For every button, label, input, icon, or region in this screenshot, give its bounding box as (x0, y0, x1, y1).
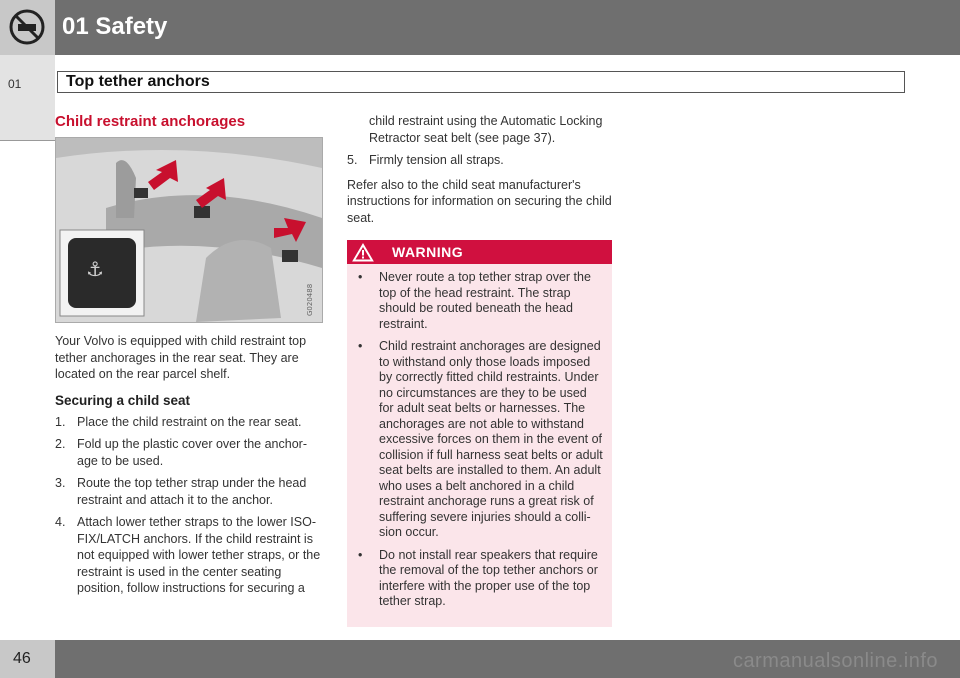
chapter-header (0, 0, 960, 55)
anchorage-illustration (56, 138, 322, 322)
list-item (355, 270, 604, 332)
step-text: Firmly tension all straps. (369, 153, 504, 167)
right-column (347, 113, 612, 627)
warning-text: Do not install rear speakers that require the removal of the top tether anchors or interfere with the proper use of the top tether strap. (379, 547, 598, 608)
image-code: G020488 (306, 283, 314, 316)
chapter-tab-label: 01 (8, 77, 22, 91)
bullet: • (358, 339, 363, 353)
warning-text: Never route a top tether strap over the top of the head restraint. The strap should be routed beneath the head restraint. (379, 270, 591, 331)
page-footer (0, 640, 960, 678)
chapter-tab (0, 55, 55, 141)
step-number: 1. (55, 414, 66, 429)
step-text: Fold up the plastic cover over the anchor- age to be used. (77, 437, 307, 468)
step-number: 3. (55, 476, 66, 490)
list-item (55, 475, 322, 508)
list-item (347, 152, 612, 169)
intro-paragraph: Your Volvo is equipped with child restraint top tether anchorages in the rear seat. They are located on the rear parcel shelf. (55, 334, 307, 381)
securing-subheading: Securing a child seat (55, 392, 191, 408)
warning-title: WARNING (392, 244, 464, 260)
bullet: • (358, 547, 363, 562)
section-title-box (57, 71, 905, 93)
warning-text: Child restraint anchorages are designed to withstand only those loads imposed by correctly fitted child restraints. Under no circumstances are they to be used for adult seat belts or harnesses. The anchorages are not able to withstand excessive forces on them in the event of collision if full harness seat belts or adult seat belts are installed to them. An adult who uses a belt anchored in a child restraint anchorage runs a great risk of suffering severe injuries should a colli- sion occur. (379, 339, 603, 539)
list-item (55, 514, 322, 597)
step-text: Route the top tether strap under the head restraint and attach it to the anchor. (77, 476, 307, 507)
warning-box (347, 240, 612, 627)
warning-header (347, 240, 612, 264)
step-4-continuation: child restraint using the Automatic Locking Retractor seat belt (see page 37). (369, 114, 603, 145)
list-item (55, 414, 322, 431)
list-item (355, 339, 604, 541)
step-number: 5. (347, 153, 358, 167)
page-number-box (0, 640, 55, 678)
steps-list (55, 414, 322, 597)
warning-triangle-icon (352, 243, 374, 262)
refer-paragraph: Refer also to the child seat manufacturer's instructions for information on securing the child seat. (347, 177, 612, 225)
section-title: Top tether anchors (66, 73, 210, 90)
child-restraint-heading: Child restraint anchorages (55, 113, 246, 130)
step-number: 4. (55, 515, 66, 529)
no-smoking-airbag-icon (0, 0, 55, 55)
bullet: • (358, 270, 363, 284)
chapter-icon-box (0, 0, 55, 55)
list-item (55, 436, 322, 469)
svg-text:⚓: ⚓ (86, 257, 104, 281)
anchorage-photo (55, 137, 323, 323)
chapter-title: 01 Safety (62, 13, 168, 40)
left-column (55, 113, 322, 603)
warning-list (347, 264, 612, 627)
step-text: Place the child restraint on the rear seat. (77, 414, 302, 429)
step-number: 2. (55, 437, 66, 451)
page-number: 46 (13, 650, 31, 667)
list-item (355, 548, 604, 610)
watermark: carmanualsonline.info (732, 650, 938, 672)
step-text: Attach lower tether straps to the lower ISO- FIX/LATCH anchors. If the child restraint is not equipped with lower tether straps, or the restraint is used in the center seating position, follow instructions for securing a (77, 515, 321, 595)
